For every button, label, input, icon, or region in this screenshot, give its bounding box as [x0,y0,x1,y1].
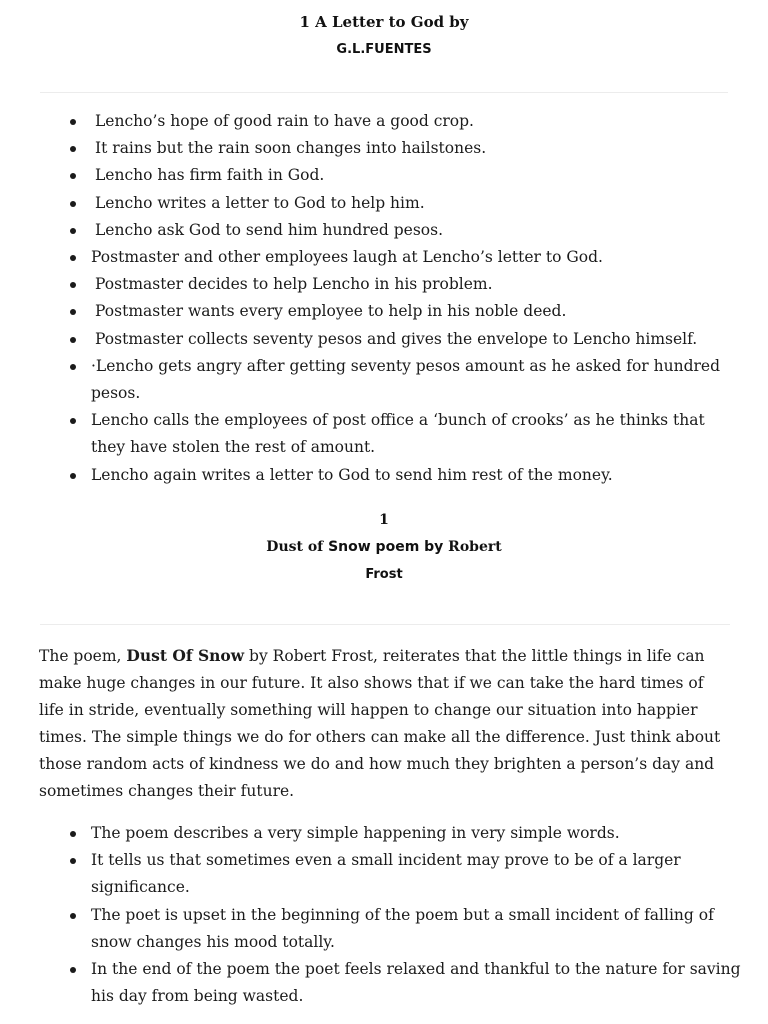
list-item: The poet is upset in the beginning of the poem but a small incident of falling of snow changes his mood totally. [91,902,741,956]
bullet-icon [70,831,76,837]
bullet-icon [70,255,76,261]
bullet-icon [70,119,76,125]
section1-title: 1 A Letter to God by [299,13,469,31]
list-item: Lencho’s hope of good rain to have a good crop. [91,108,741,135]
list-item: In the end of the poem the poet feels relaxed and thankful to the nature for saving his day from being wasted. [91,956,741,1010]
list-item: It tells us that sometimes even a small incident may prove to be of a larger significance. [91,847,741,901]
section1-summary-list [91,108,741,489]
bullet-icon [70,173,76,179]
intro-paragraph: The poem, Dust Of Snow by Robert Frost, reiterates that the little things in life can make huge changes in our future. It also shows that if we can take the hard times of life in stride, eventually something will happen to change our situation into happier times. The simple things we do for others can make all the difference. Just think about those random acts of kindness we do and how much they brighten a person’s day and sometimes changes their future. [39,646,721,800]
list-item: Postmaster decides to help Lencho in his problem. [91,271,741,298]
list-item: It rains but the rain soon changes into hailstones. [91,135,741,162]
list-item: Lencho again writes a letter to God to send him rest of the money. [91,462,741,489]
bullet-icon [70,228,76,234]
list-item: Lencho writes a letter to God to help him. [91,190,741,217]
list-item: Lencho calls the employees of post office a ‘bunch of crooks’ as he thinks that they have stolen the rest of amount. [91,407,741,461]
bullet-icon [70,282,76,288]
list-item: ·Lencho gets angry after getting seventy pesos amount as he asked for hundred pesos. [91,353,741,407]
divider [40,624,730,625]
bullet-icon [70,858,76,864]
divider [40,92,728,93]
section2-number: 1 [379,512,389,528]
list-item: Lencho has firm faith in God. [91,162,741,189]
list-item: Postmaster wants every employee to help in his noble deed. [91,298,741,325]
list-item: Postmaster collects seventy pesos and gives the envelope to Lencho himself. [91,326,741,353]
list-item: Lencho ask God to send him hundred pesos. [91,217,741,244]
bullet-icon [70,146,76,152]
bullet-icon [70,364,76,370]
bullet-icon [70,337,76,343]
bullet-icon [70,201,76,207]
poem-name: Dust Of Snow [126,646,245,665]
list-item: Postmaster and other employees laugh at Lencho’s letter to God. [91,244,741,271]
list-item: The poem describes a very simple happening in very simple words. [91,820,741,847]
bullet-icon [70,309,76,315]
section2-title: Dust of Snow poem by Robert [266,539,502,555]
bullet-icon [70,913,76,919]
bullet-icon [70,473,76,479]
bullet-icon [70,967,76,973]
section2-summary-list [91,820,741,1010]
bullet-icon [70,418,76,424]
section2-title-line2: Frost [365,567,403,582]
section1-author: G.L.FUENTES [336,42,432,57]
